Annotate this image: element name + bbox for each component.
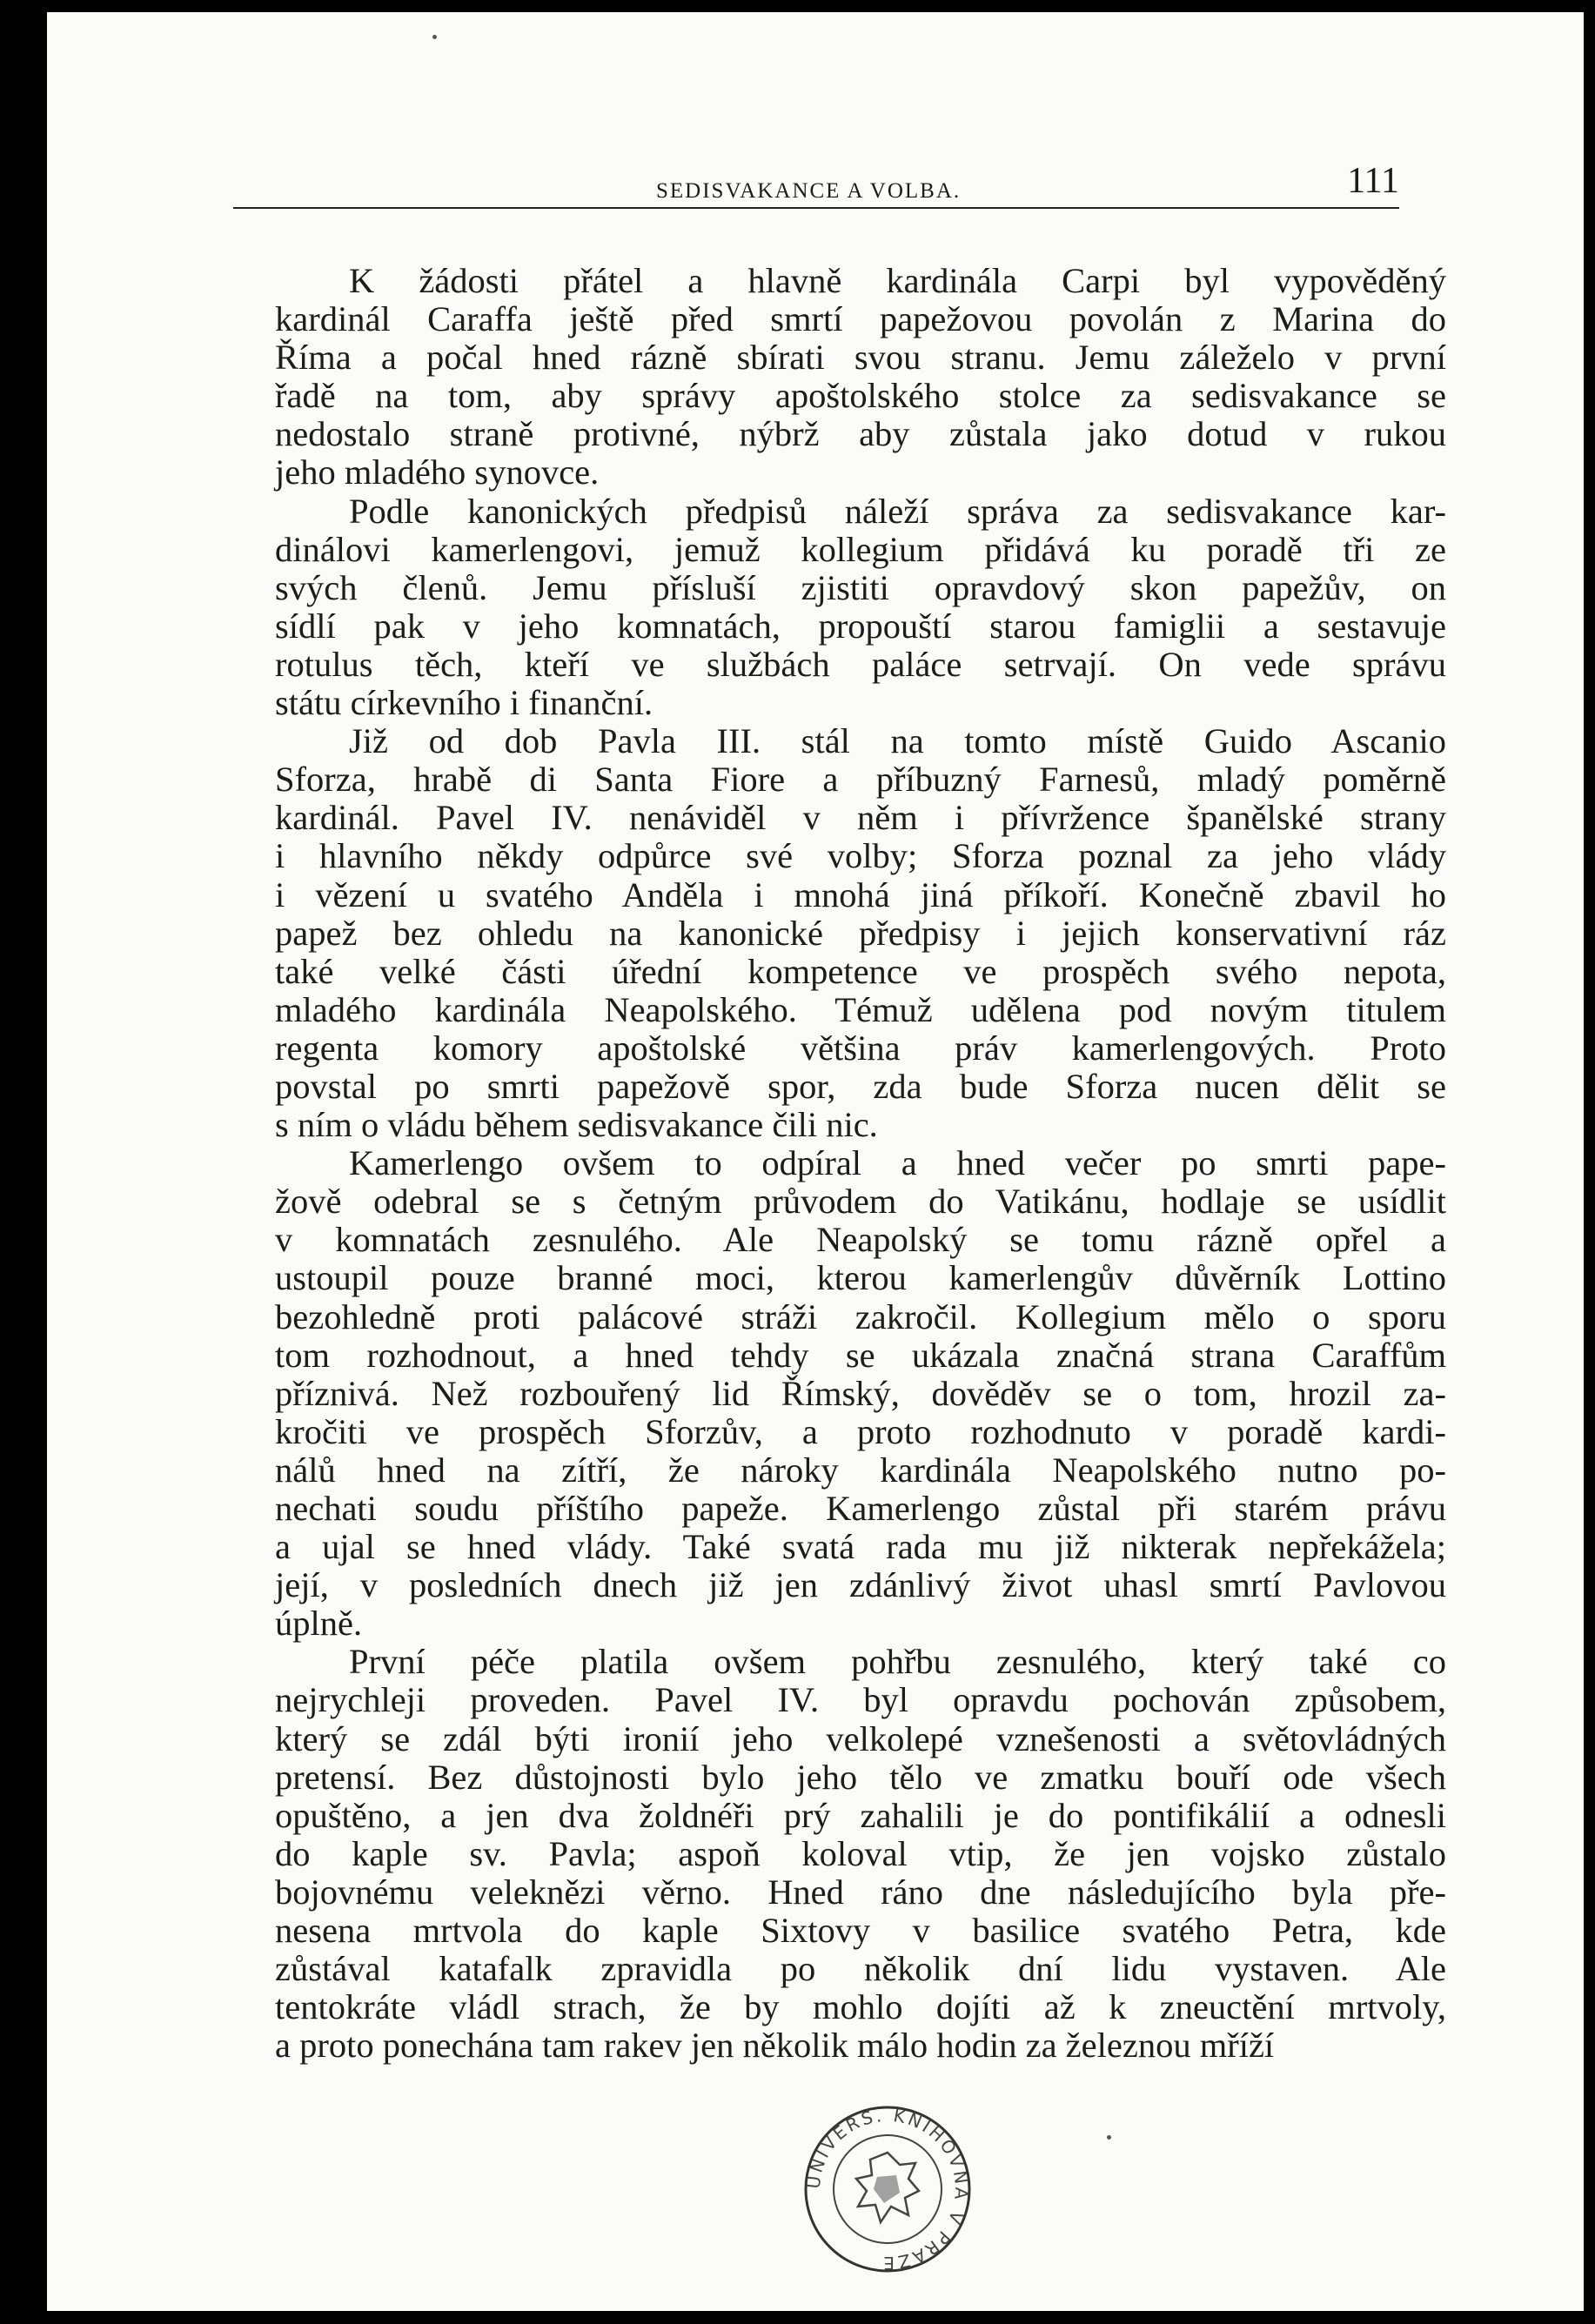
text-line: její, v posledních dnech již jen zdánlivý život uhasl smrtí Pavlovou [275, 1565, 1446, 1605]
text-line: také velké části úřední kompetence ve prospěch svého nepota, [275, 951, 1446, 991]
text-line: který se zdál býti ironií jeho velkolepé vznešenosti a světovládných [275, 1718, 1446, 1758]
text-line: do kaple sv. Pavla; aspoň koloval vtip, že jen vojsko zůstalo [275, 1833, 1446, 1873]
text-line: s ním o vládu během sedisvakance čili nic. [275, 1105, 878, 1145]
paragraph [275, 1144, 1446, 1643]
text-line: kročiti ve prospěch Sforzův, a proto rozhodnuto v poradě kardi- [275, 1411, 1446, 1451]
library-stamp [801, 2102, 975, 2276]
page-number: 111 [1347, 161, 1399, 201]
page-header [233, 158, 1399, 209]
text-line: papež bez ohledu na kanonické předpisy i jejich konservativní ráz [275, 913, 1446, 953]
text-line: i vězení u svatého Anděla i mnohá jiná příkoří. Konečně zbavil ho [275, 874, 1446, 914]
text-line: bezohledně proti palácové stráži zakročil. Kollegium mělo o sporu [275, 1296, 1446, 1336]
paragraph [275, 492, 1446, 723]
text-line: povstal po smrti papežově spor, zda bude Sforza nucen dělit se [275, 1066, 1446, 1106]
body-text [275, 262, 1446, 2065]
text-line: nedostalo straně protivné, nýbrž aby zůstala jako dotud v rukou [275, 414, 1446, 454]
text-line: a ujal se hned vlády. Také svatá rada mu již nikterak nepřekážela; [275, 1527, 1446, 1567]
text-line: Kamerlengo ovšem to odpíral a hned večer po smrti pape- [349, 1143, 1446, 1183]
text-line: i hlavního někdy odpůrce své volby; Sforza poznal za jeho vlády [275, 836, 1446, 876]
text-line: kardinál Caraffa ještě před smrtí papežovou povolán z Marina do [275, 299, 1446, 339]
text-line: kardinál. Pavel IV. nenáviděl v něm i přívržence španělské strany [275, 798, 1446, 838]
text-line: mladého kardinála Neapolského. Témuž udělena pod novým titulem [275, 989, 1446, 1029]
text-line: zůstával katafalk zpravidla po několik dní lidu vystaven. Ale [275, 1949, 1446, 1989]
text-line: tentokráte vládl strach, že by mohlo dojíti až k zneuctění mrtvoly, [275, 1987, 1446, 2027]
text-line: regenta komory apoštolské většina práv kamerlengových. Proto [275, 1028, 1446, 1068]
speck [1107, 2135, 1111, 2140]
book-page [47, 12, 1584, 2311]
text-line: příznivá. Než rozbouřený lid Římský, dověděv se o tom, hrozil za- [275, 1373, 1446, 1413]
text-line: úplně. [275, 1604, 363, 1644]
text-line: sídlí pak v jeho komnatách, propouští starou famiglii a sestavuje [275, 606, 1446, 646]
text-line: státu církevního i finanční. [275, 683, 653, 723]
speck [432, 35, 437, 39]
text-line: nálů hned na zítří, že nároky kardinála Neapolského nutno po- [275, 1450, 1446, 1490]
text-line: jeho mladého synovce. [275, 452, 600, 492]
text-line: pretensí. Bez důstojnosti bylo jeho tělo ve zmatku bouří ode všech [275, 1757, 1446, 1797]
paragraph [275, 262, 1446, 492]
text-line: opuštěno, a jen dva žoldnéři prý zahalili je do pontifikálií a odnesli [275, 1795, 1446, 1835]
running-head: SEDISVAKANCE A VOLBA. [656, 179, 962, 203]
text-line: nechati soudu příštího papeže. Kamerlengo zůstal při starém právu [275, 1489, 1446, 1528]
text-line: v komnatách zesnulého. Ale Neapolský se tomu rázně opřel a [275, 1220, 1446, 1260]
text-line: bojovnému veleknězi věrno. Hned ráno dne následujícího byla pře- [275, 1872, 1446, 1912]
text-line: svých členů. Jemu přísluší zjistiti opravdový skon papežův, on [275, 567, 1446, 607]
text-line: nesena mrtvola do kaple Sixtovy v basilice svatého Petra, kde [275, 1911, 1446, 1951]
text-line: a proto ponechána tam rakev jen několik málo hodin za železnou mříží [275, 2026, 1275, 2066]
paragraph [275, 1643, 1446, 2065]
text-line: rotulus těch, kteří ve službách paláce setrvají. On vede správu [275, 644, 1446, 684]
stamp-text: UNIVERS. KNIHOVNA V PRAZE [802, 2104, 973, 2274]
text-line: Říma a počal hned rázně sbírati svou stranu. Jemu záleželo v první [275, 338, 1446, 378]
text-line: tom rozhodnout, a hned tehdy se ukázala značná strana Caraffům [275, 1335, 1446, 1375]
text-line: Sforza, hrabě di Santa Fiore a příbuzný Farnesů, mladý poměrně [275, 760, 1446, 800]
text-line: První péče platila ovšem pohřbu zesnulého, který také co [349, 1642, 1446, 1682]
text-line: žově odebral se s četným průvodem do Vatikánu, hodlaje se usídlit [275, 1182, 1446, 1222]
text-line: Podle kanonických předpisů náleží správa za sedisvakance kar- [349, 491, 1446, 531]
text-line: K žádosti přátel a hlavně kardinála Carpi byl vypověděný [349, 261, 1446, 300]
text-line: dinálovi kamerlengovi, jemuž kollegium přidává ku poradě tři ze [275, 529, 1446, 569]
text-line: Již od dob Pavla III. stál na tomto místě Guido Ascanio [349, 721, 1446, 761]
text-line: ustoupil pouze branné moci, kterou kamerlengův důvěrník Lottino [275, 1258, 1446, 1298]
text-line: řadě na tom, aby správy apoštolského stolce za sedisvakance se [275, 376, 1446, 416]
text-line: nejrychleji proveden. Pavel IV. byl opravdu pochován způsobem, [275, 1680, 1446, 1720]
paragraph [275, 722, 1446, 1144]
